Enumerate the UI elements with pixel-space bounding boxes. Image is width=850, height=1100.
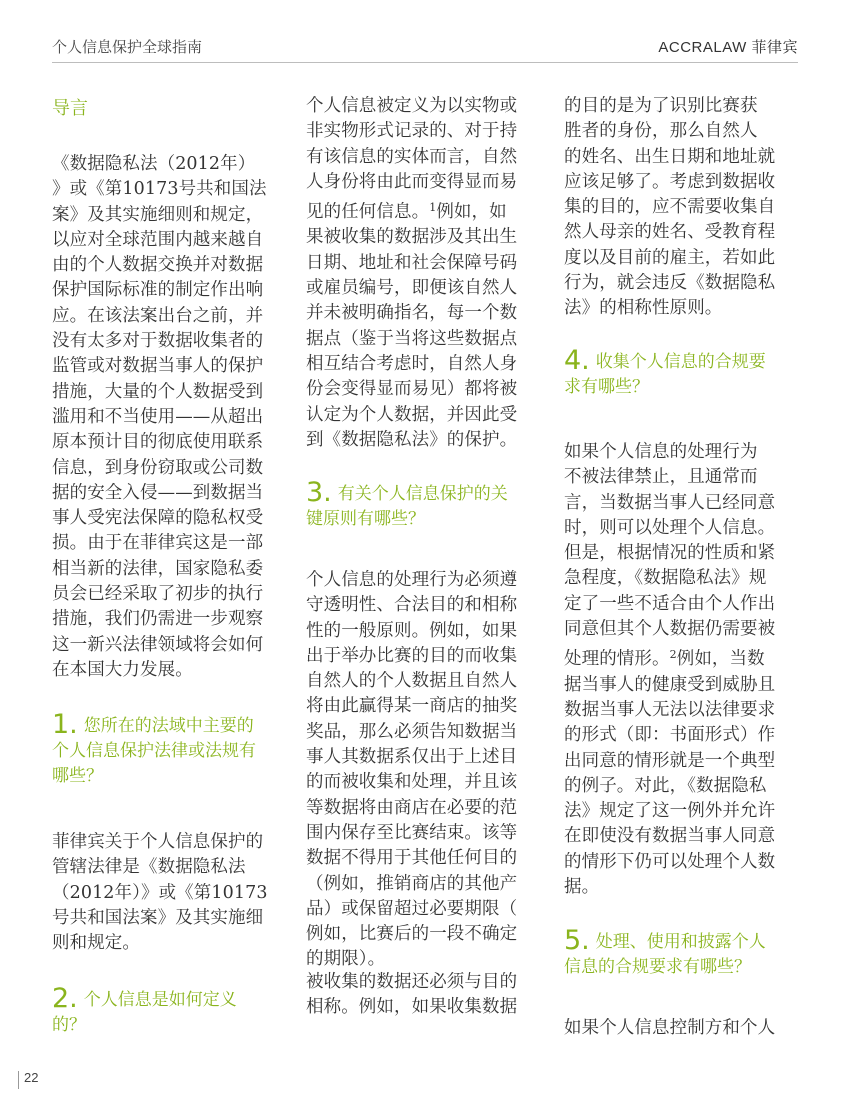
text-line: （例如，推销商店的其他产 bbox=[306, 873, 518, 894]
header-title: 个人信息保护全球指南 bbox=[52, 38, 203, 56]
text-line: 如果个人信息控制方和个人 bbox=[564, 1018, 776, 1038]
text-line: 的情形下仍可以处理个人数 bbox=[564, 851, 776, 872]
text-line: 日期、地址和社会保障号码 bbox=[306, 252, 518, 273]
section-1-number: 1. bbox=[52, 709, 78, 740]
text-line: 应。在该法案出台之前，并 bbox=[52, 305, 264, 326]
section-5-number: 5. bbox=[564, 925, 590, 956]
text-line: 然人母亲的姓名、受教育程 bbox=[564, 222, 776, 243]
section-1-title-line: 您所在的法域中主要的 bbox=[83, 716, 254, 736]
section-1-title-line: 个人信息保护法律或法规有 bbox=[52, 741, 256, 761]
section-4-title-line: 求有哪些？ bbox=[564, 377, 649, 397]
text-line: 据当事人的健康受到威胁且 bbox=[564, 674, 776, 695]
text-line: 管辖法律是《数据隐私法 bbox=[52, 857, 246, 878]
text-line: 份会变得显而易见）都将被 bbox=[306, 379, 518, 400]
text-line: 损。由于在菲律宾这是一部 bbox=[52, 533, 264, 554]
section-2-number: 2. bbox=[52, 983, 78, 1014]
text-fragment: 例如，如 bbox=[436, 202, 507, 223]
text-line: 法》规定了这一例外并允许 bbox=[564, 801, 776, 822]
text-line: 个人信息的处理行为必须遵 bbox=[306, 570, 518, 590]
text-line: 据点（鉴于当将这些数据点 bbox=[306, 328, 518, 349]
text-line: 自然人的个人数据且自然人 bbox=[306, 671, 518, 692]
section-5-body bbox=[564, 1016, 802, 1041]
text-line: 但是，根据情况的性质和紧 bbox=[564, 543, 776, 564]
text-line: 被收集的数据还必须与目的 bbox=[306, 972, 518, 992]
text-line: 人身份将由此而变得显而易 bbox=[306, 171, 518, 192]
text-line: 不被法律禁止，且通常而 bbox=[564, 467, 758, 488]
text-line: 措施，我们仍需进一步观察 bbox=[52, 609, 264, 630]
page-header bbox=[52, 36, 798, 58]
section-3-number: 3. bbox=[306, 477, 332, 508]
text-line: 没有太多对于数据收集者的 bbox=[52, 331, 264, 352]
text-line: 》或《第10173号共和国法 bbox=[52, 179, 267, 200]
section-1-heading bbox=[52, 709, 302, 789]
text-line: 围内保存至比赛结束。该等 bbox=[306, 822, 518, 843]
section-3-continuation bbox=[564, 94, 802, 322]
text-line: 据的安全入侵——到数据当 bbox=[52, 482, 264, 503]
section-2-title-line: 个人信息是如何定义 bbox=[83, 990, 237, 1010]
text-line: 见的任何信息。$^1$例如，如 bbox=[306, 201, 507, 223]
text-line: 则和规定。 bbox=[52, 933, 140, 954]
text-line: 奖品，那么必须告知数据当 bbox=[306, 721, 518, 742]
text-fragment: 例如，当数 bbox=[676, 649, 765, 670]
footnote-marker: 2 bbox=[669, 648, 677, 662]
text-line: 品）或保留超过必要期限（ bbox=[306, 898, 518, 919]
text-line: 行为，就会违反《数据隐私 bbox=[564, 273, 776, 294]
text-line: 相称。例如，如果收集数据 bbox=[306, 997, 518, 1018]
text-line: 认定为个人数据，并因此受 bbox=[306, 404, 518, 425]
page-number: 22 bbox=[24, 1070, 39, 1085]
text-line: 出同意的情形就是一个典型 bbox=[564, 750, 776, 771]
text-line: 在即使没有数据当事人同意 bbox=[564, 826, 776, 847]
text-line: 个人信息被定义为以实物或 bbox=[306, 96, 518, 116]
text-line: 应该足够了。考虑到数据收 bbox=[564, 171, 776, 192]
section-1-body bbox=[52, 830, 294, 956]
text-line: 的姓名、出生日期和地址就 bbox=[564, 146, 776, 167]
text-line: 号共和国法案》及其实施细 bbox=[52, 907, 264, 928]
text-line: 监管或对数据当事人的保护 bbox=[52, 356, 264, 377]
section-3-body bbox=[306, 568, 546, 973]
text-line: 处理的情形。$^2$例如，当数 bbox=[564, 648, 765, 670]
text-line: 原本预计目的彻底使用联系 bbox=[52, 432, 264, 453]
section-2-heading bbox=[52, 983, 302, 1038]
text-line: 的形式（即：书面形式）作 bbox=[564, 725, 776, 746]
text-line: 相互结合考虑时，自然人身 bbox=[306, 353, 518, 374]
text-line: 如果个人信息的处理行为 bbox=[564, 442, 758, 462]
text-line: 集的目的，应不需要收集自 bbox=[564, 197, 776, 218]
section-4-heading bbox=[564, 345, 809, 400]
text-line: 胜者的身份，那么自然人 bbox=[564, 121, 758, 142]
header-brand: ACCRALAW 菲律宾 bbox=[658, 39, 798, 56]
text-line: 同意但其个人数据仍需要被 bbox=[564, 619, 776, 640]
text-line: 或雇员编号，即便该自然人 bbox=[306, 278, 518, 299]
section-1-title-line: 哪些？ bbox=[52, 766, 103, 786]
text-line: 例如，比赛后的一段不确定 bbox=[306, 924, 518, 945]
footer-divider bbox=[18, 1071, 19, 1089]
text-line: 的期限）。 bbox=[306, 949, 386, 970]
text-line: 数据当事人无法以法律要求 bbox=[564, 699, 776, 720]
section-5-title-line: 信息的合规要求有哪些？ bbox=[564, 957, 751, 977]
footnote-marker: 1 bbox=[429, 201, 437, 215]
definition-paragraph bbox=[306, 94, 546, 453]
section-4-number: 4. bbox=[564, 345, 590, 376]
text-line: 的例子。对此，《数据隐私 bbox=[564, 775, 767, 796]
text-line: 信息，到身份窃取或公司数 bbox=[52, 457, 264, 478]
text-line: 度以及目前的雇主，若如此 bbox=[564, 247, 776, 268]
text-line: 言，当数据当事人已经同意 bbox=[564, 492, 776, 513]
text-line: 案》及其实施细则和规定， bbox=[52, 204, 264, 225]
text-line: 的目的是为了识别比赛获 bbox=[564, 96, 758, 116]
section-3-heading bbox=[306, 477, 551, 532]
text-line: 据。 bbox=[564, 877, 600, 898]
text-line: 定了一些不适合由个人作出 bbox=[564, 593, 776, 614]
text-line: 事人其数据系仅出于上述目 bbox=[306, 747, 518, 768]
header-rule bbox=[52, 62, 798, 63]
text-line: 员会已经采取了初步的执行 bbox=[52, 584, 264, 605]
section-5-title-line: 处理、使用和披露个人 bbox=[595, 932, 766, 952]
text-line: 《数据隐私法（2012年） bbox=[52, 154, 256, 174]
text-line: 有该信息的实体而言，自然 bbox=[306, 146, 518, 167]
text-line: 急程度，《数据隐私法》规 bbox=[564, 568, 767, 589]
section-4-title-line: 收集个人信息的合规要 bbox=[595, 352, 766, 372]
text-line: 守透明性、合法目的和相称 bbox=[306, 595, 518, 616]
text-line: 将由此赢得某一商店的抽奖 bbox=[306, 696, 518, 717]
section-3-title-line: 键原则有哪些？ bbox=[306, 509, 425, 529]
text-line: 果被收集的数据涉及其出生 bbox=[306, 227, 518, 248]
text-line: 法》的相称性原则。 bbox=[564, 298, 723, 319]
text-line: 的而被收集和处理，并且该 bbox=[306, 772, 518, 793]
text-line: （2012年）》或《第10173 bbox=[52, 882, 268, 903]
text-line: 这一新兴法律领域将会如何 bbox=[52, 634, 264, 655]
intro-paragraph bbox=[52, 152, 294, 683]
text-line: 以应对全球范围内越来越自 bbox=[52, 229, 264, 250]
text-line: 出于举办比赛的目的而收集 bbox=[306, 645, 518, 666]
section-2-title-line: 的？ bbox=[52, 1015, 86, 1035]
section-3-body-continued bbox=[306, 970, 546, 1021]
text-line: 措施，大量的个人数据受到 bbox=[52, 381, 264, 402]
text-line: 事人受宪法保障的隐私权受 bbox=[52, 508, 264, 529]
section-4-body bbox=[564, 440, 802, 900]
section-3-title-line: 有关个人信息保护的关 bbox=[337, 484, 508, 504]
text-line: 时，则可以处理个人信息。 bbox=[564, 517, 776, 538]
section-5-heading bbox=[564, 925, 809, 980]
text-line: 在本国大力发展。 bbox=[52, 659, 193, 680]
text-line: 由的个人数据交换并对数据 bbox=[52, 255, 264, 276]
text-line: 保护国际标准的制定作出响 bbox=[52, 280, 264, 301]
text-line: 到《数据隐私法》的保护。 bbox=[306, 429, 518, 450]
text-line: 并未被明确指名，每一个数 bbox=[306, 303, 518, 324]
text-line: 数据不得用于其他任何目的 bbox=[306, 848, 518, 869]
text-line: 菲律宾关于个人信息保护的 bbox=[52, 832, 264, 852]
text-line: 相当新的法律，国家隐私委 bbox=[52, 558, 264, 579]
text-line: 滥用和不当使用——从超出 bbox=[52, 406, 264, 427]
text-line: 非实物形式记录的、对于持 bbox=[306, 121, 518, 142]
text-line: 性的一般原则。例如，如果 bbox=[306, 620, 518, 641]
intro-heading: 导言 bbox=[52, 98, 88, 119]
text-line: 等数据将由商店在必要的范 bbox=[306, 797, 518, 818]
